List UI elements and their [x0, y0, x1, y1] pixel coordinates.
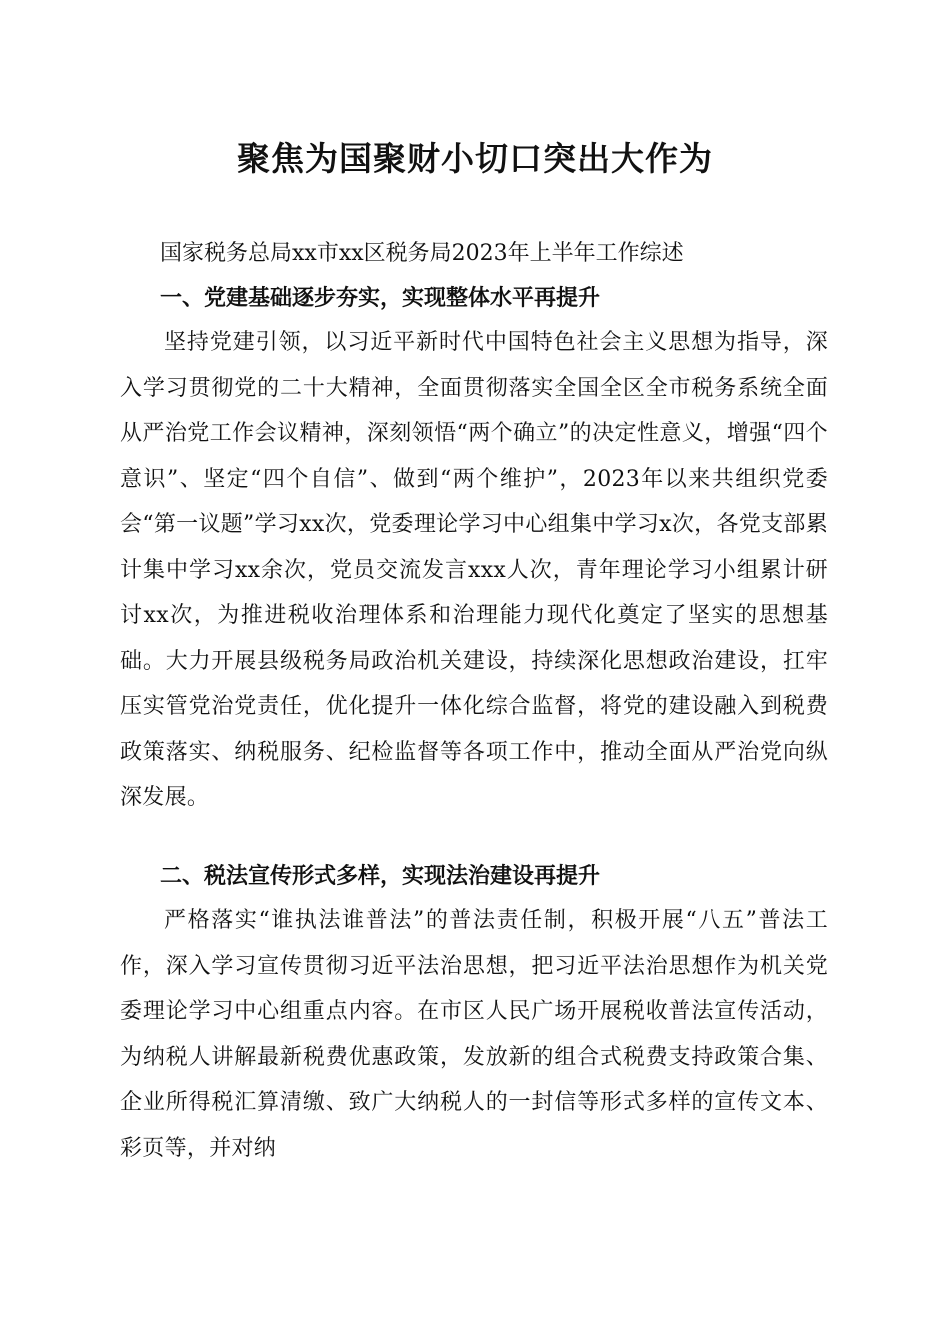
section-paragraph-2: 严格落实“谁执法谁普法”的普法责任制，积极开展“八五”普法工作，深入学习宣传贯彻习近平法治思想，把习近平法治思想作为机关党委理论学习中心组重点内容。在市区人民广场开展税收普法宣传活动，为纳税人讲解最新税费优惠政策，发放新的组合式税费支持政策合集、企业所得税汇算清缴、致广大纳税人的一封信等形式多样的宣传文本、彩页等，并对纳 [120, 908, 828, 1161]
section-paragraph-1: 坚持党建引领，以习近平新时代中国特色社会主义思想为指导，深入学习贯彻党的二十大精神，全面贯彻落实全国全区全市税务系统全面从严治党工作会议精神，深刻领悟“两个确立”的决定性意义，增强“四个意识”、坚定“四个自信”、做到“两个维护”，2023年以来共组织党委会“第一议题”学习xx次，党委理论学习中心组集中学习x次，各党支部累计集中学习xx余次，党员交流发言xxx人次，青年理论学习小组累计研讨xx次，为推进税收治理体系和治理能力现代化奠定了坚实的思想基础。大力开展县级税务局政治机关建设，持续深化思想政治建设，扛牢压实管党治党责任，优化提升一体化综合监督，将党的建设融入到税费政策落实、纳税服务、纪检监督等各项工作中，推动全面从严治党向纵深发展。 [120, 330, 828, 810]
document-title: 聚焦为国聚财小切口突出大作为 [237, 139, 713, 178]
section-heading-2: 二、税法宣传形式多样，实现法治建设再提升 [160, 864, 601, 889]
document-subtitle: 国家税务总局xx市xx区税务局2023年上半年工作综述 [160, 241, 684, 266]
section-heading-1: 一、党建基础逐步夯实，实现整体水平再提升 [160, 286, 601, 311]
